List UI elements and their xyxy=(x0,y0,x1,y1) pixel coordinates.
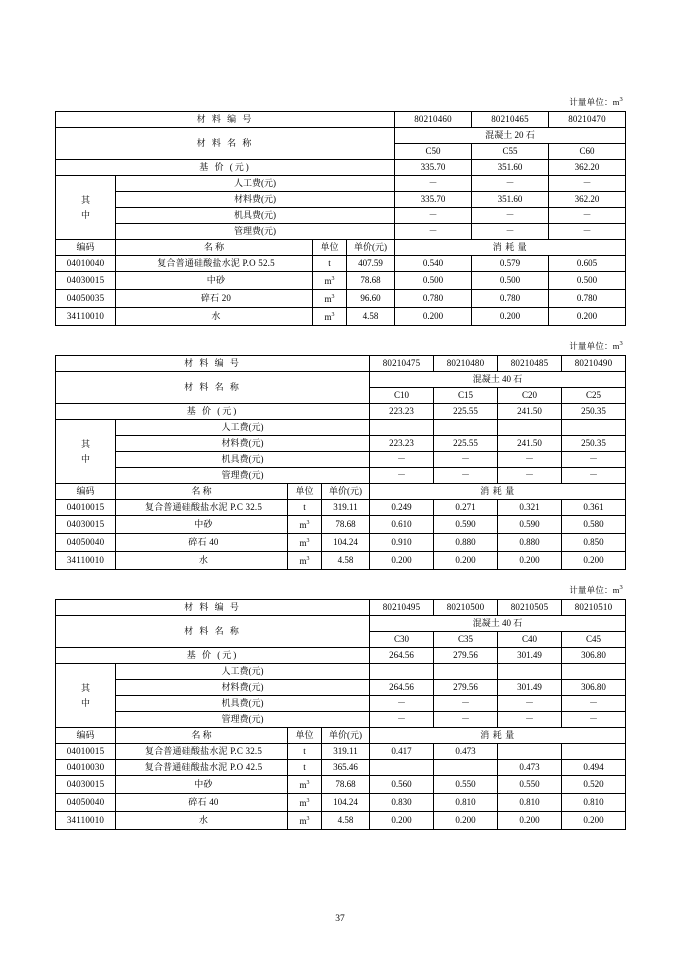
labor-cost-0 xyxy=(370,420,434,436)
row-material-name xyxy=(56,372,626,388)
label-unit: 单位 xyxy=(313,240,347,256)
row-consumption-header xyxy=(56,240,626,256)
management-cost-0: － xyxy=(370,712,434,728)
base-price-1: 351.60 xyxy=(472,160,549,176)
row-code-2: 04030015 xyxy=(56,776,116,794)
row-value-0-1: 0.473 xyxy=(434,744,498,760)
table-row xyxy=(56,272,626,290)
machine-cost-1: － xyxy=(434,696,498,712)
row-code-3: 34110010 xyxy=(56,552,116,570)
row-value-3-3: 0.810 xyxy=(562,794,626,812)
row-value-0-2 xyxy=(498,744,562,760)
row-code-0: 04010015 xyxy=(56,744,116,760)
row-management-cost xyxy=(56,224,626,240)
grade-1: C35 xyxy=(434,632,498,648)
row-value-1-0 xyxy=(370,760,434,776)
management-cost-0: － xyxy=(370,468,434,484)
unit-label: 计量单位：$m^3$ xyxy=(569,584,623,595)
material-cost-0: 335.70 xyxy=(395,192,472,208)
row-price-1: 78.68 xyxy=(347,272,395,290)
row-value-1-1 xyxy=(434,760,498,776)
labor-cost-0: － xyxy=(395,176,472,192)
row-value-2-1: 0.550 xyxy=(434,776,498,794)
material-cost-2: 241.50 xyxy=(498,436,562,452)
labor-cost-1 xyxy=(434,420,498,436)
row-unit-3: $m^3$ xyxy=(288,552,322,570)
price-table-block xyxy=(55,340,625,570)
label-among-which xyxy=(56,664,116,728)
row-price-2: 104.24 xyxy=(322,534,370,552)
row-name-0: 复合普通硅酸盐水泥 P.C 32.5 xyxy=(116,500,288,516)
row-code-1: 04010030 xyxy=(56,760,116,776)
row-unit-0: t xyxy=(313,256,347,272)
label-among-which xyxy=(56,176,116,240)
row-price-3: 4.58 xyxy=(322,552,370,570)
material-code-1: 80210500 xyxy=(434,600,498,616)
grade-0: C50 xyxy=(395,144,472,160)
label-base-price: 基 价 (元) xyxy=(56,160,395,176)
row-code-4: 34110010 xyxy=(56,812,116,830)
row-value-2-3: 0.850 xyxy=(562,534,626,552)
row-material-cost xyxy=(56,436,626,452)
label-management-cost: 管理费(元) xyxy=(116,712,370,728)
material-cost-1: 225.55 xyxy=(434,436,498,452)
material-code-2: 80210470 xyxy=(549,112,626,128)
label-name: 名 称 xyxy=(116,240,313,256)
base-price-1: 225.55 xyxy=(434,404,498,420)
labor-cost-1 xyxy=(434,664,498,680)
row-price-4: 4.58 xyxy=(322,812,370,830)
row-material-name xyxy=(56,128,626,144)
label-machine-cost: 机具费(元) xyxy=(116,452,370,468)
label-material-name: 材 料 名 称 xyxy=(56,372,370,404)
row-unit-2: $m^3$ xyxy=(313,290,347,308)
table-row xyxy=(56,812,626,830)
management-cost-1: － xyxy=(472,224,549,240)
material-code-1: 80210480 xyxy=(434,356,498,372)
machine-cost-2: － xyxy=(498,452,562,468)
material-code-3: 80210510 xyxy=(562,600,626,616)
row-code-1: 04030015 xyxy=(56,272,116,290)
row-labor-cost xyxy=(56,176,626,192)
row-value-3-1: 0.200 xyxy=(472,308,549,326)
price-table-block xyxy=(55,584,625,830)
row-consumption-header xyxy=(56,728,626,744)
row-value-3-1: 0.200 xyxy=(434,552,498,570)
row-machine-cost xyxy=(56,208,626,224)
row-name-1: 中砂 xyxy=(116,272,313,290)
grade-0: C10 xyxy=(370,388,434,404)
row-code-3: 34110010 xyxy=(56,308,116,326)
row-value-2-2: 0.550 xyxy=(498,776,562,794)
machine-cost-1: － xyxy=(434,452,498,468)
material-code-0: 80210475 xyxy=(370,356,434,372)
label-machine-cost: 机具费(元) xyxy=(116,696,370,712)
row-unit-2: $m^3$ xyxy=(288,534,322,552)
among-which-char-1: 其 xyxy=(80,682,90,693)
row-value-4-3: 0.200 xyxy=(562,812,626,830)
management-cost-1: － xyxy=(434,712,498,728)
label-labor-cost: 人工费(元) xyxy=(116,664,370,680)
row-unit-0: t xyxy=(288,744,322,760)
table-row xyxy=(56,308,626,326)
material-code-0: 80210460 xyxy=(395,112,472,128)
row-unit-4: $m^3$ xyxy=(288,812,322,830)
row-value-2-1: 0.780 xyxy=(472,290,549,308)
row-value-2-0: 0.910 xyxy=(370,534,434,552)
row-code-1: 04030015 xyxy=(56,516,116,534)
label-management-cost: 管理费(元) xyxy=(116,224,395,240)
material-cost-2: 301.49 xyxy=(498,680,562,696)
row-name-1: 复合普通硅酸盐水泥 P.O 42.5 xyxy=(116,760,288,776)
label-code: 编码 xyxy=(56,240,116,256)
grade-1: C15 xyxy=(434,388,498,404)
row-base-price xyxy=(56,404,626,420)
material-cost-2: 362.20 xyxy=(549,192,626,208)
unit-label: 计量单位：$m^3$ xyxy=(569,96,623,107)
group-name: 混凝土 40 石 xyxy=(370,372,626,388)
row-value-3-3: 0.200 xyxy=(562,552,626,570)
table-row xyxy=(56,794,626,812)
table-blocks xyxy=(55,96,625,830)
grade-2: C60 xyxy=(549,144,626,160)
row-unit-1: $m^3$ xyxy=(288,516,322,534)
label-material-code: 材 料 编 号 xyxy=(56,112,395,128)
label-among-which xyxy=(56,420,116,484)
label-base-price: 基 价 (元) xyxy=(56,648,370,664)
label-unit: 单位 xyxy=(288,484,322,500)
among-which-char-2: 中 xyxy=(80,697,90,708)
row-value-0-1: 0.271 xyxy=(434,500,498,516)
price-table-block xyxy=(55,96,625,326)
base-price-0: 335.70 xyxy=(395,160,472,176)
label-material-cost: 材料费(元) xyxy=(116,192,395,208)
machine-cost-0: － xyxy=(395,208,472,224)
price-table xyxy=(55,111,626,326)
label-unit: 单位 xyxy=(288,728,322,744)
base-price-1: 279.56 xyxy=(434,648,498,664)
row-value-1-1: 0.590 xyxy=(434,516,498,534)
row-material-cost xyxy=(56,192,626,208)
row-value-0-2: 0.605 xyxy=(549,256,626,272)
row-code-0: 04010015 xyxy=(56,500,116,516)
row-value-2-2: 0.880 xyxy=(498,534,562,552)
row-value-2-0: 0.560 xyxy=(370,776,434,794)
row-value-3-1: 0.810 xyxy=(434,794,498,812)
row-material-code xyxy=(56,600,626,616)
label-material-name: 材 料 名 称 xyxy=(56,128,395,160)
row-value-4-2: 0.200 xyxy=(498,812,562,830)
among-which-char-1: 其 xyxy=(80,438,90,449)
base-price-3: 306.80 xyxy=(562,648,626,664)
price-table xyxy=(55,599,626,830)
base-price-0: 264.56 xyxy=(370,648,434,664)
row-value-1-2: 0.473 xyxy=(498,760,562,776)
row-value-1-2: 0.590 xyxy=(498,516,562,534)
machine-cost-3: － xyxy=(562,452,626,468)
row-name-3: 水 xyxy=(116,308,313,326)
row-consumption-header xyxy=(56,484,626,500)
price-table xyxy=(55,355,626,570)
table-row xyxy=(56,534,626,552)
row-value-0-2: 0.321 xyxy=(498,500,562,516)
row-price-2: 78.68 xyxy=(322,776,370,794)
row-code-2: 04050040 xyxy=(56,534,116,552)
row-value-0-1: 0.579 xyxy=(472,256,549,272)
row-name-0: 复合普通硅酸盐水泥 P.O 52.5 xyxy=(116,256,313,272)
material-cost-1: 279.56 xyxy=(434,680,498,696)
row-value-0-3: 0.361 xyxy=(562,500,626,516)
labor-cost-2 xyxy=(498,664,562,680)
label-code: 编码 xyxy=(56,484,116,500)
row-machine-cost xyxy=(56,696,626,712)
row-labor-cost xyxy=(56,664,626,680)
row-price-2: 96.60 xyxy=(347,290,395,308)
table-row xyxy=(56,552,626,570)
row-price-1: 78.68 xyxy=(322,516,370,534)
row-unit-3: $m^3$ xyxy=(288,794,322,812)
row-material-name xyxy=(56,616,626,632)
row-name-2: 碎石 40 xyxy=(116,534,288,552)
row-code-0: 04010040 xyxy=(56,256,116,272)
row-name-1: 中砂 xyxy=(116,516,288,534)
row-value-0-0: 0.540 xyxy=(395,256,472,272)
grade-3: C25 xyxy=(562,388,626,404)
label-material-cost: 材料费(元) xyxy=(116,436,370,452)
grade-2: C20 xyxy=(498,388,562,404)
row-value-2-2: 0.780 xyxy=(549,290,626,308)
row-name-0: 复合普通硅酸盐水泥 P.C 32.5 xyxy=(116,744,288,760)
row-price-0: 407.59 xyxy=(347,256,395,272)
management-cost-1: － xyxy=(434,468,498,484)
label-code: 编码 xyxy=(56,728,116,744)
labor-cost-2: － xyxy=(549,176,626,192)
labor-cost-2 xyxy=(498,420,562,436)
row-value-3-0: 0.830 xyxy=(370,794,434,812)
row-value-3-2: 0.200 xyxy=(498,552,562,570)
row-value-1-3: 0.580 xyxy=(562,516,626,534)
label-management-cost: 管理费(元) xyxy=(116,468,370,484)
base-price-2: 362.20 xyxy=(549,160,626,176)
material-code-3: 80210490 xyxy=(562,356,626,372)
label-material-name: 材 料 名 称 xyxy=(56,616,370,648)
machine-cost-2: － xyxy=(549,208,626,224)
row-value-4-1: 0.200 xyxy=(434,812,498,830)
row-unit-0: t xyxy=(288,500,322,516)
table-row xyxy=(56,776,626,794)
label-labor-cost: 人工费(元) xyxy=(116,176,395,192)
base-price-3: 250.35 xyxy=(562,404,626,420)
machine-cost-3: － xyxy=(562,696,626,712)
management-cost-2: － xyxy=(498,468,562,484)
management-cost-0: － xyxy=(395,224,472,240)
row-price-0: 319.11 xyxy=(322,744,370,760)
row-value-0-0: 0.417 xyxy=(370,744,434,760)
row-value-3-2: 0.810 xyxy=(498,794,562,812)
row-name-3: 水 xyxy=(116,552,288,570)
material-code-2: 80210505 xyxy=(498,600,562,616)
label-unit-price: 单价(元) xyxy=(322,484,370,500)
labor-cost-3 xyxy=(562,664,626,680)
group-name: 混凝土 20 石 xyxy=(395,128,626,144)
row-unit-1: t xyxy=(288,760,322,776)
label-material-cost: 材料费(元) xyxy=(116,680,370,696)
row-base-price xyxy=(56,648,626,664)
row-material-code xyxy=(56,356,626,372)
label-name: 名 称 xyxy=(116,728,288,744)
row-name-4: 水 xyxy=(116,812,288,830)
row-value-3-2: 0.200 xyxy=(549,308,626,326)
row-value-1-0: 0.500 xyxy=(395,272,472,290)
row-labor-cost xyxy=(56,420,626,436)
row-management-cost xyxy=(56,712,626,728)
grade-0: C30 xyxy=(370,632,434,648)
among-which-char-2: 中 xyxy=(80,453,90,464)
row-price-3: 4.58 xyxy=(347,308,395,326)
management-cost-2: － xyxy=(549,224,626,240)
row-material-code xyxy=(56,112,626,128)
table-row xyxy=(56,516,626,534)
row-price-3: 104.24 xyxy=(322,794,370,812)
group-name: 混凝土 40 石 xyxy=(370,616,626,632)
base-price-2: 241.50 xyxy=(498,404,562,420)
row-code-3: 04050040 xyxy=(56,794,116,812)
machine-cost-1: － xyxy=(472,208,549,224)
material-cost-0: 223.23 xyxy=(370,436,434,452)
label-consumption: 消 耗 量 xyxy=(370,728,626,744)
base-price-2: 301.49 xyxy=(498,648,562,664)
row-unit-2: $m^3$ xyxy=(288,776,322,794)
label-base-price: 基 价 (元) xyxy=(56,404,370,420)
among-which-char-1: 其 xyxy=(80,194,90,205)
row-code-2: 04050035 xyxy=(56,290,116,308)
row-price-1: 365.46 xyxy=(322,760,370,776)
management-cost-2: － xyxy=(498,712,562,728)
row-price-0: 319.11 xyxy=(322,500,370,516)
row-value-1-3: 0.494 xyxy=(562,760,626,776)
material-cost-3: 250.35 xyxy=(562,436,626,452)
grade-1: C55 xyxy=(472,144,549,160)
labor-cost-3 xyxy=(562,420,626,436)
table-row xyxy=(56,760,626,776)
row-name-2: 碎石 20 xyxy=(116,290,313,308)
row-value-2-3: 0.520 xyxy=(562,776,626,794)
row-value-2-1: 0.880 xyxy=(434,534,498,552)
page-number: 37 xyxy=(335,914,345,924)
labor-cost-1: － xyxy=(472,176,549,192)
row-value-2-0: 0.780 xyxy=(395,290,472,308)
row-material-cost xyxy=(56,680,626,696)
labor-cost-0 xyxy=(370,664,434,680)
base-price-0: 223.23 xyxy=(370,404,434,420)
table-row xyxy=(56,256,626,272)
machine-cost-0: － xyxy=(370,696,434,712)
label-unit-price: 单价(元) xyxy=(322,728,370,744)
row-machine-cost xyxy=(56,452,626,468)
row-unit-3: $m^3$ xyxy=(313,308,347,326)
unit-label: 计量单位：$m^3$ xyxy=(569,340,623,351)
row-base-price xyxy=(56,160,626,176)
grade-2: C40 xyxy=(498,632,562,648)
material-code-1: 80210465 xyxy=(472,112,549,128)
label-consumption: 消 耗 量 xyxy=(395,240,626,256)
row-value-1-2: 0.500 xyxy=(549,272,626,290)
row-name-2: 中砂 xyxy=(116,776,288,794)
row-name-3: 碎石 40 xyxy=(116,794,288,812)
machine-cost-2: － xyxy=(498,696,562,712)
label-name: 名 称 xyxy=(116,484,288,500)
row-value-1-0: 0.610 xyxy=(370,516,434,534)
label-machine-cost: 机具费(元) xyxy=(116,208,395,224)
material-code-2: 80210485 xyxy=(498,356,562,372)
management-cost-3: － xyxy=(562,712,626,728)
row-value-1-1: 0.500 xyxy=(472,272,549,290)
table-row xyxy=(56,744,626,760)
row-management-cost xyxy=(56,468,626,484)
label-unit-price: 单价(元) xyxy=(347,240,395,256)
material-code-0: 80210495 xyxy=(370,600,434,616)
material-cost-0: 264.56 xyxy=(370,680,434,696)
machine-cost-0: － xyxy=(370,452,434,468)
table-row xyxy=(56,500,626,516)
label-material-code: 材 料 编 号 xyxy=(56,356,370,372)
row-value-3-0: 0.200 xyxy=(395,308,472,326)
material-cost-3: 306.80 xyxy=(562,680,626,696)
row-value-4-0: 0.200 xyxy=(370,812,434,830)
management-cost-3: － xyxy=(562,468,626,484)
label-consumption: 消 耗 量 xyxy=(370,484,626,500)
row-value-0-3 xyxy=(562,744,626,760)
row-unit-1: $m^3$ xyxy=(313,272,347,290)
material-cost-1: 351.60 xyxy=(472,192,549,208)
grade-3: C45 xyxy=(562,632,626,648)
among-which-char-2: 中 xyxy=(80,209,90,220)
row-value-0-0: 0.249 xyxy=(370,500,434,516)
label-material-code: 材 料 编 号 xyxy=(56,600,370,616)
row-value-3-0: 0.200 xyxy=(370,552,434,570)
table-row xyxy=(56,290,626,308)
label-labor-cost: 人工费(元) xyxy=(116,420,370,436)
